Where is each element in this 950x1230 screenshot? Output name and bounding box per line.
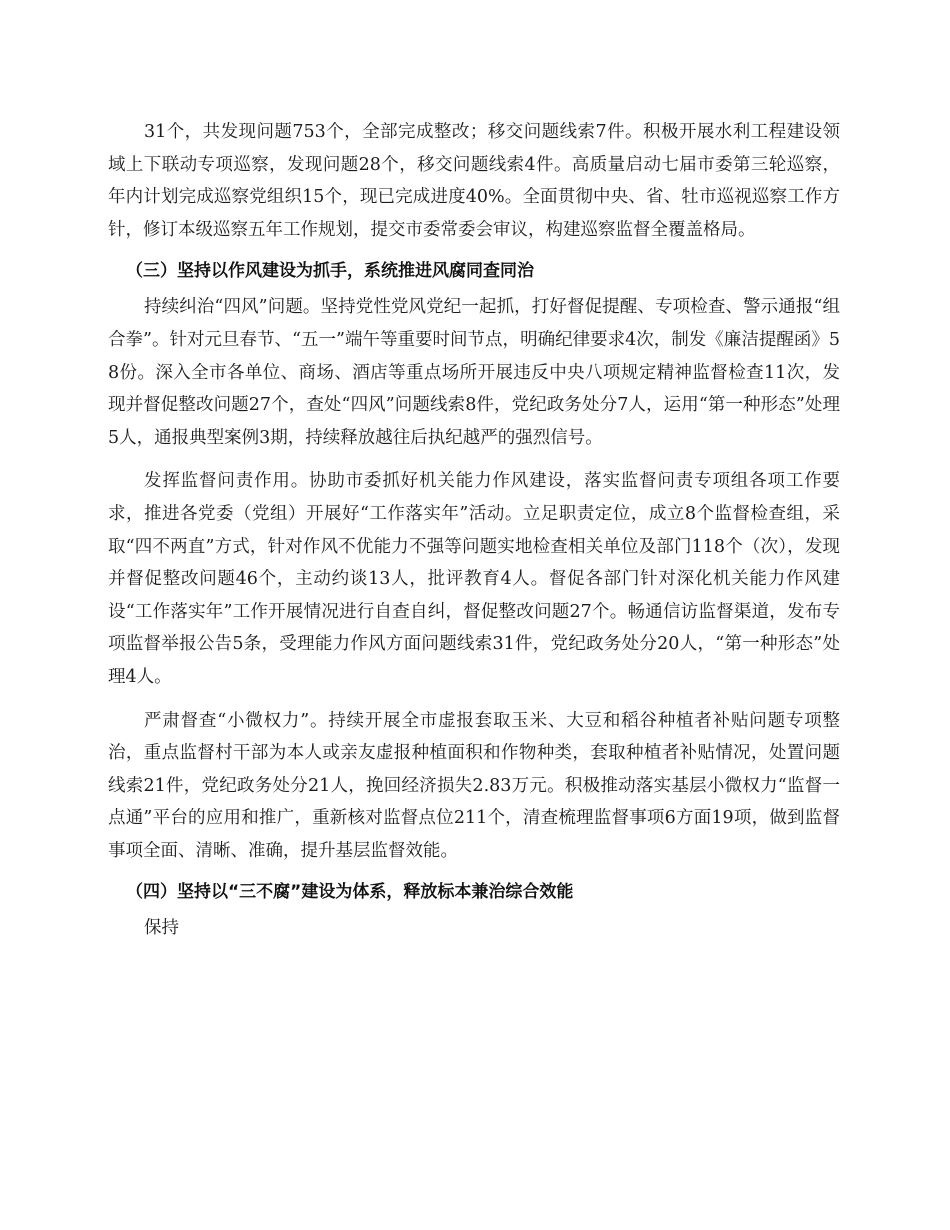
section-heading-4: （四）坚持以“三不腐”建设为体系，释放标本兼治综合效能 bbox=[126, 882, 574, 903]
paragraph-four-winds: 持续纠治“四风”问题。坚持党性党风党纪一起抓，打好督促提醒、专项检查、警示通报“组合拳”。针对元旦春节、“五一”端午等重要时间节点，明确纪律要求4次，制发《廉洁提醒函》58份。深入全市各单位、商场、酒店等重点场所开展违反中央八项规定精神监督检查11次，发现并督促整改问题27个，查处“四风”问题线索8件，党纪政务处分7人，运用“第一种形态”处理5人，通报典型案例3期，持续释放越往后执纪越严的强烈信号。 bbox=[108, 297, 840, 448]
paragraph-supervision-accountability: 发挥监督问责作用。协助市委抓好机关能力作风建设，落实监督问责专项组各项工作要求，推进各党委（党组）开展好“工作落实年”活动。立足职责定位，成立8个监督检查组，采取“四不两直”方式，针对作风不优能力不强等问题实地检查相关单位及部门118个（次），发现并督促整改问题46个，主动约谈13人，批评教育4人。督促各部门针对深化机关能力作风建设“工作落实年”工作开展情况进行自查自纠，督促整改问题27个。畅通信访监督渠道，发布专项监督举报公告5条，受理能力作风方面问题线索31件，党纪政务处分20人，“第一种形态”处理4人。 bbox=[108, 471, 840, 687]
paragraph-inspection-results: 31个，共发现问题753个，全部完成整改；移交问题线索7件。积极开展水利工程建设领域上下联动专项巡察，发现问题28个，移交问题线索4件。高质量启动七届市委第三轮巡察，年内计划完成巡察党组织15个，现已完成进度40%。全面贯彻中央、省、牡市巡视巡察工作方针，修订本级巡察五年工作规划，提交市委常委会审议，构建巡察监督全覆盖格局。 bbox=[108, 122, 840, 240]
section-heading-3: （三）坚持以作风建设为抓手，系统推进风腐同查同治 bbox=[126, 261, 534, 282]
document-body bbox=[108, 116, 840, 945]
paragraph-micro-power: 严肃督查“小微权力”。持续开展全市虚报套取玉米、大豆和稻谷种植者补贴问题专项整治，重点监督村干部为本人或亲友虚报种植面积和作物种类，套取种植者补贴情况，处置问题线索21件，党纪政务处分21人，挽回经济损失2.83万元。积极推动落实基层小微权力“监督一点通”平台的应用和推广，重新核对监督点位211个，清查梳理监督事项6方面19项，做到监督事项全面、清晰、准确，提升基层监督效能。 bbox=[108, 710, 840, 861]
paragraph-fragment: 保持 bbox=[144, 918, 179, 939]
